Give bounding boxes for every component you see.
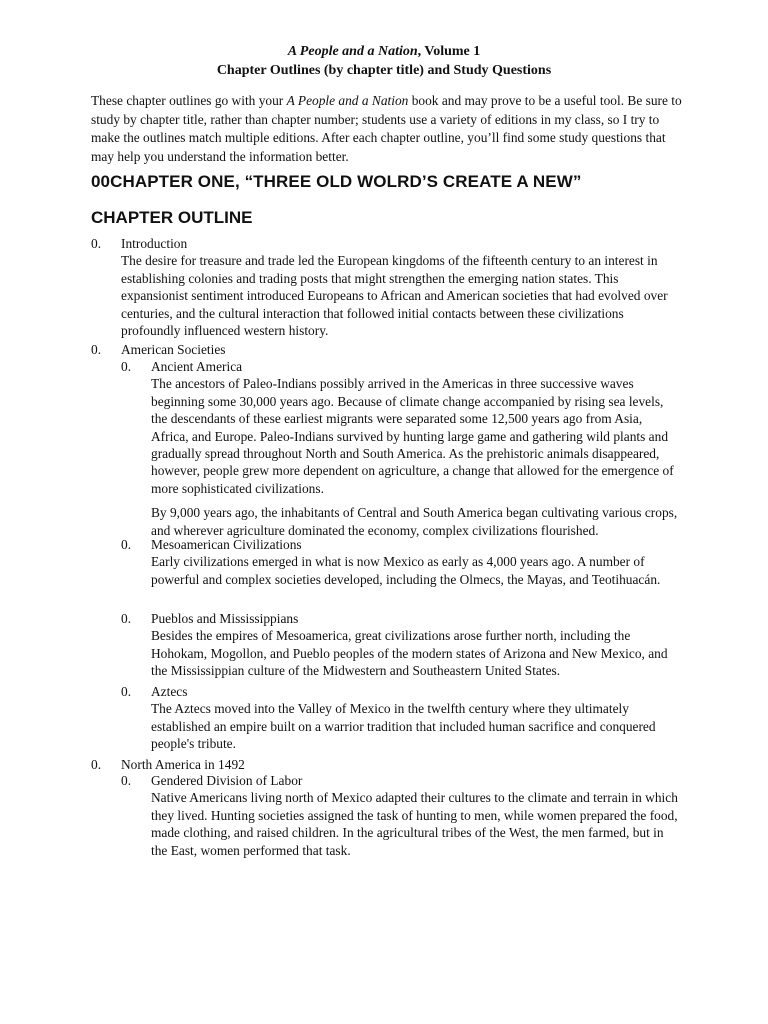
section-title: North America in 1492 [121, 757, 245, 772]
intro-paragraph [91, 92, 691, 166]
outline-number: 0. [121, 359, 132, 374]
outline-number: 0. [91, 236, 102, 251]
section-body: The desire for treasure and trade led the European kingdoms of the fifteenth century to an interest in establishing colonies and trading posts that might strengthen the emerging nation states. This expansionist sentiment introduced Europeans to African and American societies that had evolved over centuries, and the cultural interaction that followed initial contacts between these civilizations profoundly influenced western history. [121, 253, 668, 339]
outline-number: 0. [121, 611, 132, 626]
chapter-heading: 00CHAPTER ONE, “THREE OLD WOLRD’S CREATE A NEW” [91, 172, 582, 191]
subsection-title: Gendered Division of Labor [151, 773, 303, 788]
subsection-title: Aztecs [151, 684, 188, 699]
subsection-title: Pueblos and Mississippians [151, 611, 299, 626]
outline-section [121, 235, 681, 339]
subsection-body: Early civilizations emerged in what is now Mexico as early as 4,000 years ago. A number of powerful and complex societies developed, including the Olmecs, the Mayas, and Teotihuacán. [151, 554, 661, 587]
section-title: American Societies [121, 342, 226, 357]
outline-number: 0. [121, 773, 132, 788]
subsection-title: Mesoamerican Civilizations [151, 537, 302, 552]
intro-book-title: A People and a Nation [286, 93, 409, 108]
intro-text-2: book and may prove to be a useful tool. Be sure to study by chapter title, rather than chapter number; students use a variety of editions in my class, so I try to make the outlines match multiple editions. After each chapter outline, you’ll find some study questions that may help you understand the information better. [91, 93, 682, 164]
subsection-body: The ancestors of Paleo-Indians possibly arrived in the Americas in three successive waves beginning some 30,000 years ago. Because of climate change accompanied by rising sea levels, the descendants of these earliest migrants were separated some 12,500 years ago from Asia, Africa, and Europe. Paleo-Indians survived by hunting large game and gathering wild plants and gradually spread throughout North and South America. As the prehistoric animals disappeared, however, people grew more dependent on agriculture, a change that allowed for the emergence of more sophisticated civilizations. [151, 376, 674, 496]
document-subtitle: Chapter Outlines (by chapter title) and Study Questions [216, 63, 552, 78]
subsection-body: Besides the empires of Mesoamerica, great civilizations arose further north, including the Hohokam, Mogollon, and Pueblo peoples of the modern states of Arizona and New Mexico, and the Mississippian culture of the Midwestern and Southeastern United States. [151, 628, 668, 679]
intro-text-1: These chapter outlines go with your [91, 93, 287, 108]
outline-number: 0. [91, 342, 102, 357]
outline-number: 0. [121, 684, 132, 699]
subsection-title: Ancient America [151, 359, 243, 374]
outline-subsection [151, 683, 681, 753]
outline-heading: CHAPTER OUTLINE [91, 208, 253, 227]
outline-number: 0. [121, 537, 132, 552]
outline-subsection [151, 536, 681, 588]
section-title: Introduction [121, 236, 188, 251]
outline-subsection [151, 610, 681, 680]
outline-number: 0. [91, 757, 102, 772]
outline-subsection [151, 772, 681, 859]
book-title: A People and a Nation [287, 44, 418, 59]
volume-label: , Volume 1 [417, 44, 481, 59]
subsection-body-2: By 9,000 years ago, the inhabitants of Central and South America began cultivating various crops, and wherever agriculture dominated the economy, complex civilizations flourished. [151, 505, 678, 538]
subsection-body: Native Americans living north of Mexico adapted their cultures to the climate and terrain in which they lived. Hunting societies assigned the task of hunting to men, while women prepared the food, made clothing, and raised children. In the agricultural tribes of the West, the men farmed, but in the East, women performed that task. [151, 790, 678, 858]
outline-subsection [151, 358, 681, 539]
subsection-body: The Aztecs moved into the Valley of Mexico in the twelfth century where they ultimately established an empire built on a warrior tradition that included human sacrifice and conquered people's tribute. [151, 701, 656, 752]
document-title [0, 44, 768, 60]
